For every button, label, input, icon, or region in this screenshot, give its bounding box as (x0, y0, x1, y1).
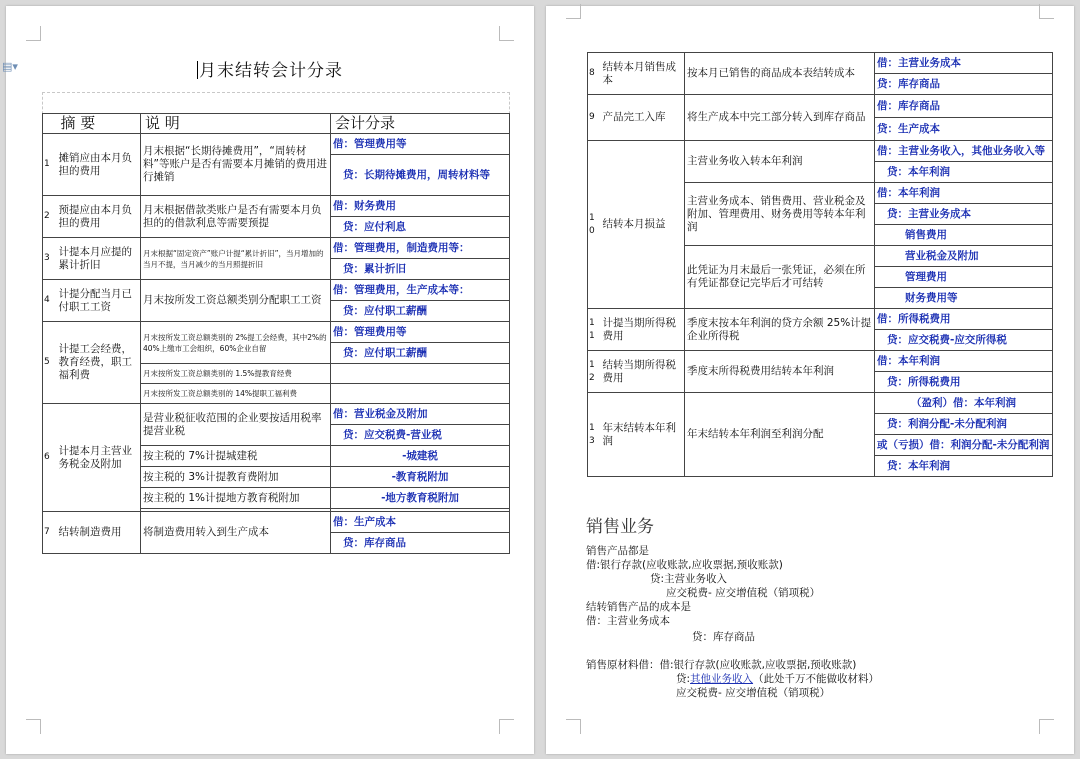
table-row[interactable]: 按主税的 1%计提地方教育税附加 -地方教育税附加 (43, 488, 510, 509)
crop-mark (499, 719, 514, 734)
table-row[interactable]: 按主税的 3%计提教育费附加 -教育税附加 (43, 467, 510, 488)
text-cursor (197, 61, 198, 79)
table-row[interactable]: 此凭证为月末最后一张凭证，必须在所有凭证都登记完毕后才可结转 营业税金及附加 (588, 246, 1053, 267)
table-row[interactable]: 2 预提应由本月负担的费用 月末根据借款类账户是否有需要本月负担的的借款利息等需要预提 借：财务费用 (43, 196, 510, 217)
header-description: 说 明 (141, 114, 331, 134)
sales-line: 应交税费- 应交增值税（销项税） (666, 587, 821, 599)
sales-heading: 销售业务 (586, 517, 654, 537)
table-row[interactable]: 11 计提当期所得税费用 季度末按本年利润的贷方余额 25%计提企业所得税 借：所得税费用 (588, 309, 1053, 330)
table-row[interactable]: 1 摊销应由本月负担的费用 月末根据“长期待摊费用”，“周转材料”等账户是否有需要本月摊销的费用进行摊销 借：管理费用等 (43, 134, 510, 155)
crop-mark (26, 719, 41, 734)
entries-table-page1[interactable] (42, 113, 510, 554)
crop-mark (566, 4, 581, 19)
crop-mark (1039, 4, 1054, 19)
sales-line: 借:银行存款(应收账款,应收票据,预收账款) (586, 559, 783, 571)
crop-mark (566, 719, 581, 734)
crop-mark (26, 26, 41, 41)
table-row[interactable]: 贷：库存商品 (588, 74, 1053, 95)
table-row[interactable]: 贷：应付利息 (43, 217, 510, 238)
table-row[interactable]: 主营业务成本、销售费用、营业税金及附加、管理费用、财务费用等转本年利润 借：本年利润 (588, 183, 1053, 204)
table-row[interactable]: 或（亏损）借：利润分配-未分配利润 (588, 435, 1053, 456)
table-row[interactable]: 贷：长期待摊费用，周转材料等 (43, 155, 510, 196)
table-row[interactable]: 12 结转当期所得税费用 季度末所得税费用结转本年利润 借：本年利润 (588, 351, 1053, 372)
sales-section (586, 516, 1046, 700)
sales-line: 贷:主营业务收入 (650, 573, 728, 585)
other-income-link[interactable]: 其他业务收入 (690, 673, 754, 685)
table-header-row (43, 114, 510, 134)
sales-line: 销售产品都是 (586, 545, 649, 557)
crop-mark (1039, 719, 1054, 734)
entries-table-page2[interactable] (587, 52, 1053, 477)
crop-mark (499, 26, 514, 41)
table-row[interactable]: 6 计提本月主营业务税金及附加 是营业税征收范围的企业要按适用税率提营业税 借：营业税金及附加 (43, 404, 510, 425)
table-row[interactable]: 管理费用 (588, 267, 1053, 288)
table-row[interactable]: 贷：利润分配-未分配利润 (588, 414, 1053, 435)
sales-line: 结转销售产品的成本是 (586, 601, 691, 613)
table-row[interactable]: 4 计提分配当月已付职工工资 月末按所发工资总额类别分配职工工资 借：管理费用，生产成本等： (43, 280, 510, 301)
table-row[interactable]: 8 结转本月销售成本 按本月已销售的商品成本表结转成本 借：主营业务成本 (588, 53, 1053, 74)
header-entry: 会计分录 (331, 114, 510, 134)
table-row[interactable]: 财务费用等 (588, 288, 1053, 309)
table-row[interactable]: 贷：主营业务成本 (588, 204, 1053, 225)
table-row[interactable]: 贷：应付职工薪酬 (43, 301, 510, 322)
table-row[interactable]: 销售费用 (588, 225, 1053, 246)
document-page-1 (2, 6, 534, 754)
table-row[interactable]: 贷：本年利润 (588, 162, 1053, 183)
table-row[interactable]: 9 产品完工入库 将生产成本中完工部分转入到库存商品 借：库存商品 (588, 95, 1053, 118)
document-title[interactable]: 月末结转会计分录 (199, 61, 343, 81)
table-row[interactable]: 10 结转本月损益 主营业务收入转本年利润 借：主营业务收入，其他业务收入等 (588, 141, 1053, 162)
table-row[interactable]: 月末按所发工资总额类别的 1.5%提教育经费 (43, 364, 510, 384)
table-row[interactable]: 贷：应交税费-应交所得税 (588, 330, 1053, 351)
sales-line: 借：主营业务成本 (586, 615, 670, 627)
sales-line: 贷:其他业务收入（此处千万不能做收材料） (676, 673, 880, 685)
table-row[interactable]: 贷：累计折旧 (43, 259, 510, 280)
table-row[interactable]: 贷：生产成本 (588, 118, 1053, 141)
table-row[interactable]: 3 计提本月应提的累计折旧 月末根据“固定资产”账户计提“累计折旧”，当月增加的当月不提，当月减少的当月照提折旧 借：管理费用，制造费用等： (43, 238, 510, 259)
table-row[interactable]: 5 计提工会经费，教育经费，职工福利费 月末按所发工资总额类别的 2%提工会经费，其中2%的 40%上缴市工会组织，60%企业自留 借：管理费用等 (43, 322, 510, 343)
table-row[interactable]: 贷：应付职工薪酬 (43, 343, 510, 364)
table-row[interactable]: 按主税的 7%计提城建税 -城建税 (43, 446, 510, 467)
table-row[interactable]: 贷：所得税费用 (588, 372, 1053, 393)
header-summary: 摘 要 (57, 114, 141, 134)
paragraph-layout-icon[interactable]: ▤▾ (2, 60, 18, 73)
document-page-2 (546, 6, 1074, 754)
table-row[interactable]: 贷：应交税费-营业税 (43, 425, 510, 446)
sales-line: 贷：库存商品 (692, 631, 755, 643)
table-row[interactable]: 13 年末结转本年利润 年末结转本年利润至利润分配 （盈利）借：本年利润 (588, 393, 1053, 414)
sales-line: 销售原材料借：借:银行存款(应收账款,应收票据,预收账款) (586, 659, 857, 671)
table-row[interactable]: 7 结转制造费用 将制造费用转入到生产成本 借：生产成本 (43, 512, 510, 533)
table-row[interactable]: 贷：本年利润 (588, 456, 1053, 477)
table-row[interactable]: 贷：库存商品 (43, 533, 510, 554)
sales-line: 应交税费- 应交增值税（销项税） (676, 687, 831, 699)
table-row[interactable]: 月末按所发工资总额类别的 14%提职工福利费 (43, 384, 510, 404)
